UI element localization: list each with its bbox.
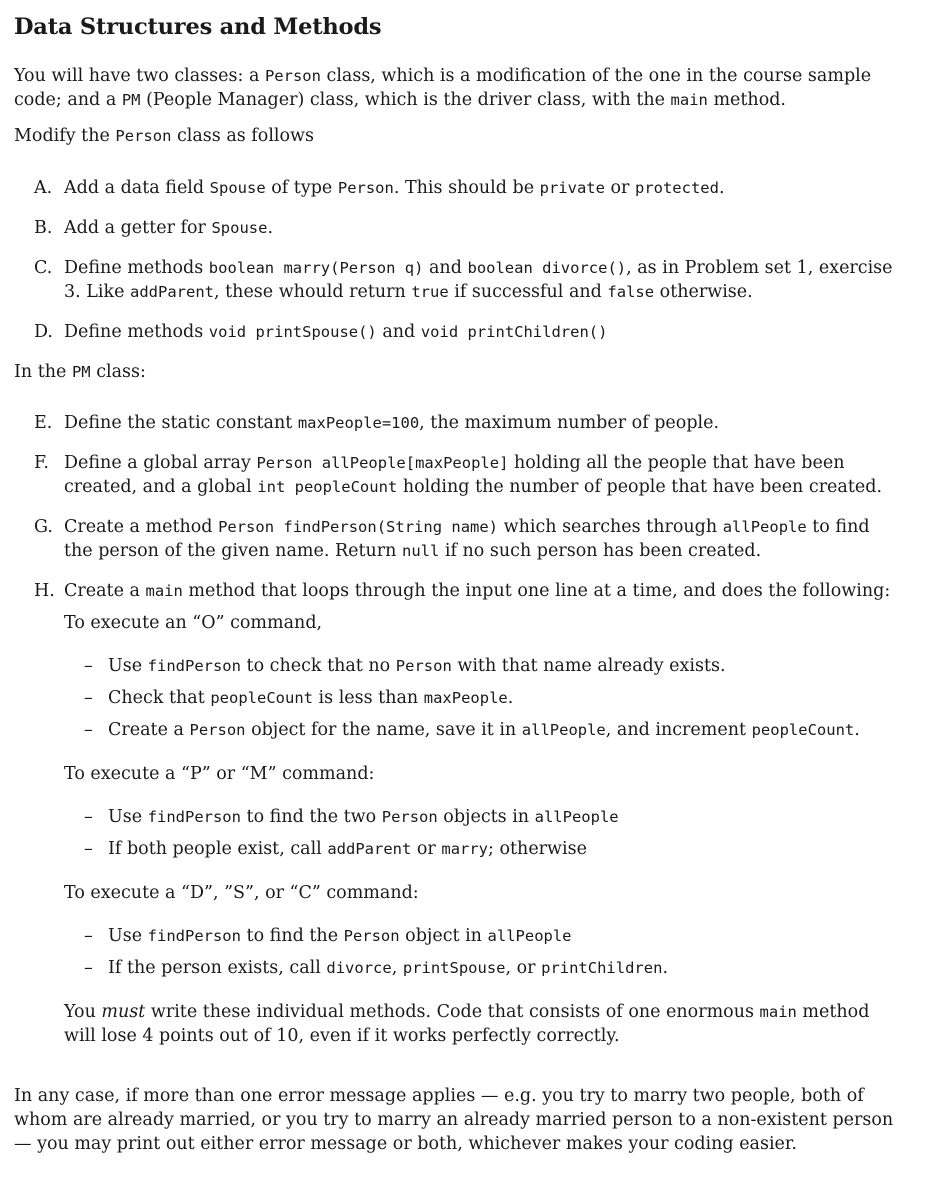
item-label: A. [34,178,53,198]
list-item-f [14,451,894,499]
person-requirements-list [14,176,894,344]
item-text: , [391,958,403,978]
item-label: F. [34,453,49,473]
code-allpeople: allPeople [521,721,606,739]
list-item [64,650,894,682]
item-label: E. [34,413,53,433]
item-text: , as in Problem set 1, exercise 3. Like [64,258,893,302]
modify-paragraph [14,124,894,148]
list-item [64,801,894,833]
dash-bullet: – [84,926,93,946]
item-text: if successful and [448,282,608,302]
code-maxpeople: maxPeople=100 [297,414,420,432]
code-person: Person [395,657,452,675]
code-false: false [607,283,655,301]
document-page [14,14,894,1156]
code-peoplecount: peopleCount [210,689,313,707]
item-text: Create a [108,720,190,740]
modify-text-2: class as follows [171,126,315,146]
item-text: . [854,720,860,740]
item-text: . [267,218,274,238]
intro-text-3: (People Manager) class, which is the driver class, with the [140,90,671,110]
item-text: You [64,1002,102,1022]
item-text: write these individual methods. Code that consists of one enormous [145,1002,760,1022]
item-label: D. [34,322,53,342]
item-text: , these whould return [214,282,412,302]
code-allpeople: allPeople [722,518,807,536]
code-maxpeople: maxPeople [423,689,508,707]
item-text: to check that no [240,656,396,676]
emphasis-must: must [101,1002,146,1022]
item-text: . This should be [393,178,540,198]
item-text: to find the [240,926,344,946]
code-printchildren: printChildren [541,959,663,977]
code-allpeople: allPeople [534,808,619,826]
item-text: , or [505,958,542,978]
code-private: private [539,179,605,197]
item-text: otherwise. [654,282,753,302]
code-findperson-signature: Person findPerson(String name) [218,518,499,536]
list-item-a [14,176,894,200]
item-text: , and increment [605,720,752,740]
item-text: object for the name, save it in [245,720,522,740]
item-text: if no such person has been created. [439,541,762,561]
item-text: . [718,178,725,198]
list-item [64,682,894,714]
dash-bullet: – [84,720,93,740]
item-text: If the person exists, call [108,958,327,978]
item-text: object in [399,926,488,946]
code-person: Person [381,808,438,826]
code-allpeople-array: Person allPeople[maxPeople] [256,454,509,472]
dsc-command-heading: To execute a “D”, ”S”, or “C” command: [64,883,419,903]
item-text: holding the number of people that have been created. [397,477,883,497]
pm-command-steps [64,801,894,865]
intro-paragraph [14,64,894,112]
code-true: true [411,283,449,301]
code-marry: marry [441,840,489,858]
pm-requirements-list [14,411,894,1048]
list-item [64,714,894,746]
item-text: or [604,178,635,198]
o-command-steps [64,650,894,746]
code-pm: PM [71,363,91,381]
pm-command-heading: To execute a “P” or “M” command: [64,764,375,784]
list-item-g [14,515,894,563]
code-printspouse: printSpouse [402,959,506,977]
item-text: to find the two [240,807,382,827]
list-item [64,952,894,984]
item-text: with that name already exists. [451,656,726,676]
code-person: Person [115,127,172,145]
o-command-section [64,611,894,746]
modify-text-1: Modify the [14,126,116,146]
item-text: . [507,688,514,708]
pm-text-1: In the [14,362,72,382]
dash-bullet: – [84,807,93,827]
list-item-c [14,256,894,304]
pm-text-2: class: [90,362,146,382]
code-marry: boolean marry(Person q) [208,259,424,277]
intro-text-4: method. [707,90,786,110]
item-text: Define a global array [64,453,257,473]
list-item-d [14,320,894,344]
item-text: Define methods [64,258,209,278]
pm-command-section [64,762,894,865]
item-text: , the maximum number of people. [419,413,720,433]
item-text: to find the person of the given name. Return [64,517,870,561]
code-findperson: findPerson [147,657,241,675]
code-spouse: Spouse [209,179,266,197]
code-null: null [402,542,440,560]
item-text: of type [265,178,338,198]
item-text: holding all the people that have been created, and a global [64,453,845,497]
code-person: Person [337,179,394,197]
dsc-command-steps [64,920,894,984]
list-item [64,833,894,865]
code-person: Person [189,721,246,739]
item-text: Check that [108,688,211,708]
code-addparent: addParent [327,840,412,858]
item-label: B. [34,218,53,238]
item-text: Define the static constant [64,413,298,433]
code-main: main [145,582,183,600]
dash-bullet: – [84,839,93,859]
code-peoplecount: int peopleCount [257,478,398,496]
item-label: H. [34,581,55,601]
code-divorce: boolean divorce() [467,259,627,277]
list-item-e [14,411,894,435]
item-text: objects in [437,807,535,827]
item-text: Define methods [64,322,209,342]
code-main: main [670,91,708,109]
item-text: and [376,322,421,342]
item-text: and [423,258,468,278]
code-pm: PM [121,91,141,109]
code-addparent: addParent [130,283,215,301]
item-text: Add a getter for [64,218,212,238]
code-allpeople: allPeople [487,927,572,945]
code-divorce: divorce [326,959,392,977]
item-text: Use [108,656,148,676]
pm-class-paragraph [14,360,894,384]
o-command-heading: To execute an “O” command, [64,613,323,633]
code-findperson: findPerson [147,927,241,945]
code-spouse: Spouse [211,219,268,237]
dsc-command-section [64,881,894,984]
item-text: Use [108,807,148,827]
code-person: Person [343,927,400,945]
section-title: Data Structures and Methods [14,14,382,40]
dash-bullet: – [84,688,93,708]
item-text: or [411,839,442,859]
list-item-h [14,579,894,1048]
dash-bullet: – [84,656,93,676]
item-text: method that loops through the input one line at a time, and does the following: [182,581,891,601]
item-label: C. [34,258,53,278]
item-label: G. [34,517,53,537]
final-paragraph: In any case, if more than one error message applies — e.g. you try to marry two people, both of whom are already married, or you try to marry an already married person to a non-existent person — you may print out either error message or both, whichever makes your coding easier. [14,1086,894,1154]
item-text: method will lose 4 points out of 10, even if it works perfectly correctly. [64,1002,870,1046]
must-paragraph [64,1000,894,1048]
code-peoplecount: peopleCount [751,721,855,739]
intro-text-2: class, which is a modification of the one in the course sample code; and a [14,66,872,110]
code-findperson: findPerson [147,808,241,826]
item-text: Create a [64,581,146,601]
intro-text-1: You will have two classes: a [14,66,265,86]
item-text: Add a data field [64,178,210,198]
item-text: which searches through [498,517,723,537]
item-text: . [662,958,669,978]
item-text: Create a method [64,517,219,537]
code-main: main [759,1003,797,1021]
item-text: ; otherwise [488,839,587,859]
dash-bullet: – [84,958,93,978]
list-item [64,920,894,952]
item-text: Use [108,926,148,946]
code-protected: protected [634,179,719,197]
item-text: is less than [312,688,424,708]
list-item-b [14,216,894,240]
item-text: If both people exist, call [108,839,328,859]
code-printchildren: void printChildren() [420,323,608,341]
code-printspouse: void printSpouse() [208,323,377,341]
code-person: Person [264,67,321,85]
